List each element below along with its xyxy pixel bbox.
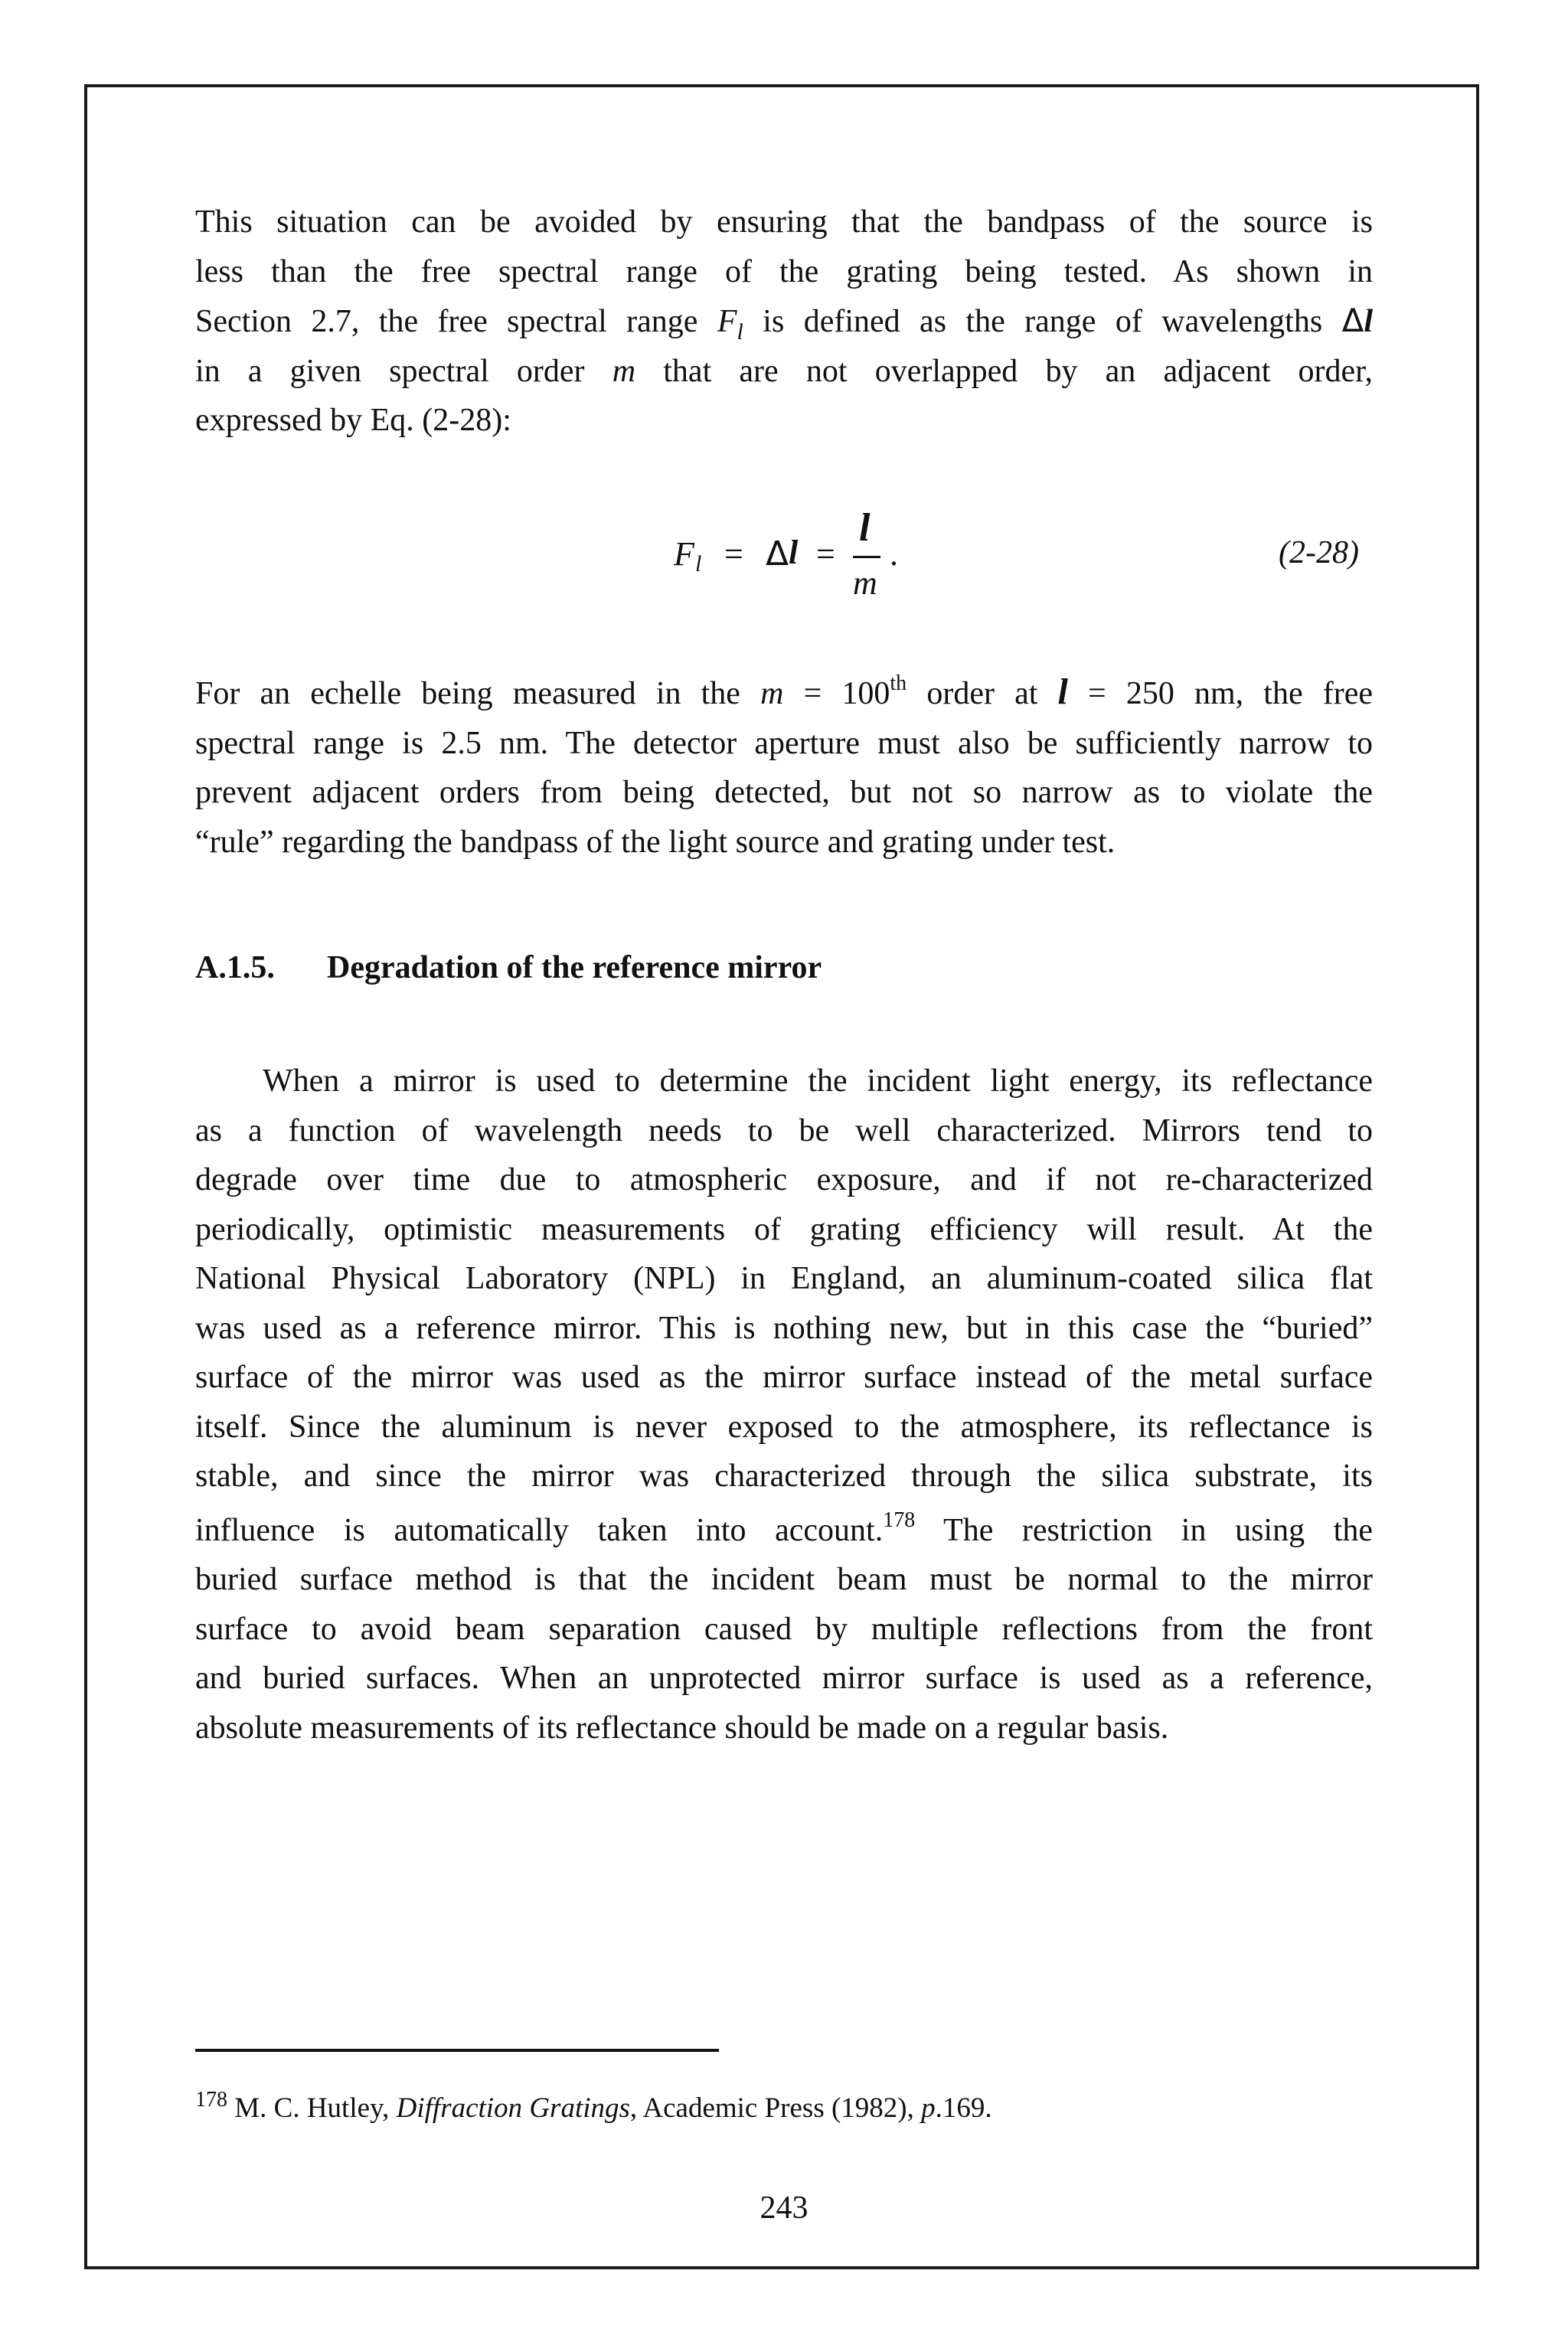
text-line: absolute measurements of its reflectance should be made on a regular basis. bbox=[195, 1710, 1169, 1746]
eq-subscript: l bbox=[695, 551, 702, 577]
text-line: less than the free spectral range of the grating being tested. As shown in bbox=[195, 253, 1373, 289]
symbol-lambda: l bbox=[1364, 304, 1373, 339]
symbol-F: F bbox=[717, 304, 737, 339]
text-span: = 250 nm, the free bbox=[1067, 676, 1374, 711]
equation-number: (2-28) bbox=[1279, 535, 1359, 570]
eq-denominator: m bbox=[853, 564, 877, 602]
text-line: surface to avoid beam separation caused by multiple reflections from the front bbox=[195, 1611, 1373, 1647]
text-line: prevent adjacent orders from being detected, but not so narrow as to violate the bbox=[195, 775, 1373, 810]
text-line: stable, and since the mirror was characterized through the silica substrate, its bbox=[195, 1459, 1373, 1494]
text-line: expressed by Eq. (2-28): bbox=[195, 403, 511, 438]
symbol-subscript: l bbox=[737, 319, 743, 345]
text-line bbox=[195, 347, 1373, 397]
text-line: as a function of wavelength needs to be well characterized. Mirrors tend to bbox=[195, 1112, 1373, 1148]
footnote-publisher: , Academic Press (1982), bbox=[629, 2092, 922, 2124]
symbol-lambda: l bbox=[1057, 671, 1068, 712]
footnote-separator bbox=[195, 2049, 719, 2052]
symbol-delta: Δ bbox=[1341, 302, 1364, 339]
section-title: Degradation of the reference mirror bbox=[327, 950, 822, 985]
text-span: For an echelle being measured in the bbox=[195, 676, 761, 711]
section-heading bbox=[195, 949, 822, 986]
text-span: influence is automatically taken into account. bbox=[195, 1512, 884, 1548]
symbol-m: m bbox=[612, 353, 636, 389]
text-span: = 100 bbox=[783, 676, 890, 711]
eq-lambda: l bbox=[789, 534, 799, 571]
text-span: Section 2.7, the free spectral range bbox=[195, 304, 717, 339]
footnote-authors: M. C. Hutley, bbox=[227, 2092, 397, 2124]
text-line: “rule” regarding the bandpass of the light source and grating under test. bbox=[195, 824, 1116, 860]
text-line bbox=[195, 1506, 1373, 1556]
footnote-book-title: Diffraction Gratings bbox=[396, 2092, 630, 2124]
text-line: itself. Since the aluminum is never exposed to the atmosphere, its reflectance is bbox=[195, 1409, 1373, 1445]
section-number: A.1.5. bbox=[195, 950, 275, 985]
eq-numerator: l bbox=[859, 506, 871, 550]
text-span: is defined as the range of wavelengths bbox=[743, 304, 1342, 339]
page-number: 243 bbox=[760, 2190, 808, 2226]
footnote-page: .169. bbox=[935, 2092, 992, 2124]
eq-F: F bbox=[674, 535, 694, 573]
eq-delta: Δ bbox=[766, 534, 789, 573]
eq-period: . bbox=[890, 535, 898, 573]
footnote-marker: 178 bbox=[195, 2088, 227, 2112]
text-line: periodically, optimistic measurements of grating efficiency will result. At the bbox=[195, 1211, 1373, 1247]
text-line bbox=[195, 296, 1373, 347]
eq-equals: = bbox=[816, 535, 835, 573]
text-line: and buried surfaces. When an unprotected mirror surface is used as a reference, bbox=[195, 1661, 1373, 1696]
ordinal-superscript: th bbox=[890, 671, 907, 695]
text-line bbox=[195, 668, 1373, 719]
text-line: surface of the mirror was used as the mirror surface instead of the metal surface bbox=[195, 1360, 1373, 1395]
footnote-page-prefix: p bbox=[921, 2092, 936, 2124]
text-span: that are not overlapped by an adjacent order, bbox=[635, 353, 1373, 389]
text-span: order at bbox=[906, 676, 1058, 711]
paragraph-2 bbox=[195, 668, 1373, 867]
footnote bbox=[195, 2088, 992, 2125]
text-span: The restriction in using the bbox=[915, 1512, 1373, 1548]
text-line: National Physical Laboratory (NPL) in England, an aluminum-coated silica flat bbox=[195, 1261, 1373, 1296]
symbol-m: m bbox=[760, 676, 784, 711]
text-line: spectral range is 2.5 nm. The detector aperture must also be sufficiently narrow to bbox=[195, 725, 1373, 761]
text-line: degrade over time due to atmospheric exposure, and if not re-characterized bbox=[195, 1162, 1373, 1197]
eq-equals: = bbox=[724, 535, 743, 573]
text-line: buried surface method is that the incident beam must be normal to the mirror bbox=[195, 1562, 1373, 1597]
fraction-bar bbox=[853, 556, 880, 558]
footnote-reference[interactable]: 178 bbox=[883, 1508, 916, 1532]
text-line: was used as a reference mirror. This is nothing new, but in this case the “buried” bbox=[195, 1310, 1373, 1346]
text-line: This situation can be avoided by ensuring that the bandpass of the source is bbox=[195, 204, 1373, 240]
text-span: in a given spectral order bbox=[195, 353, 612, 389]
paragraph-3 bbox=[195, 1057, 1373, 1753]
paragraph-1 bbox=[195, 198, 1373, 446]
text-line: When a mirror is used to determine the incident light energy, its reflectance bbox=[263, 1063, 1373, 1099]
